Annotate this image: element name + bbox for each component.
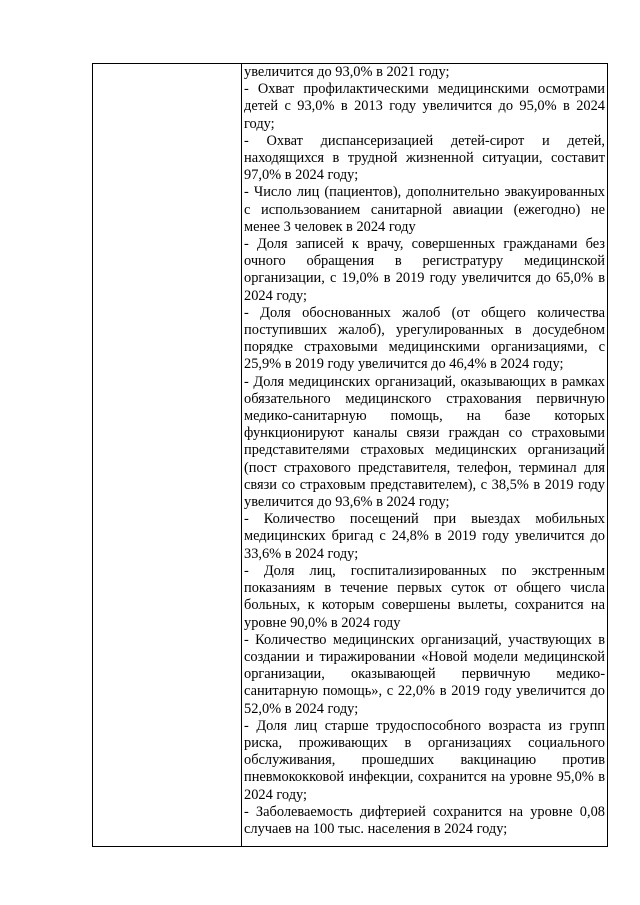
paragraph-orphans-dispensary: - Охват диспансеризацией детей-сирот и детей, находящихся в трудной жизненной ситуации, составит 97,0% в 2024 году; (244, 132, 605, 184)
paragraph-air-evacuation: - Число лиц (пациентов), дополнительно эвакуированных с использованием санитарной авиации (ежегодно) не менее 3 человек в 2024 году (244, 184, 605, 235)
table-left-column (93, 64, 242, 846)
paragraph-communication-channels: - Доля медицинских организаций, оказывающих в рамках обязательного медицинского страхования первичную медико-санитарную помощь, на базе которых функционируют каналы связи граждан со страховыми представителями страховых медицинских организаций (пост страхового представителя, телефон, терминал для связи со страховым представителем), с 38,5% в 2019 году увеличится до 93,6% в 2024 году; (244, 373, 605, 511)
paragraph-diphtheria: - Заболеваемость дифтерией сохранится на уровне 0,08 случаев на 100 тыс. населения в 2024 году; (244, 803, 605, 837)
paragraph-emergency-hospitalization: - Доля лиц, госпитализированных по экстренным показаниям в течение первых суток от общего числа больных, к которым совершены вылеты, сохранится на уровне 90,0% в 2024 году (244, 562, 605, 631)
table-right-column (242, 64, 607, 846)
paragraph-mobile-brigades: - Количество посещений при выездах мобильных медицинских бригад с 24,8% в 2019 году увеличится до 33,6% в 2024 году; (244, 511, 605, 562)
paragraph-new-model-organizations: - Количество медицинских организаций, участвующих в создании и тиражировании «Новой модели медицинской организации, оказывающей первичную медико-санитарную помощь», с 22,0% в 2019 году увеличится до 52,0% в 2024 году; (244, 631, 605, 717)
paragraph-pneumococcal-vaccination: - Доля лиц старше трудоспособного возраста из групп риска, проживающих в организациях социального обслуживания, прошедших вакцинацию против пневмококковой инфекции, сохранится на уровне 95,0% в 2024 году; (244, 717, 605, 803)
paragraph-children-checkups: - Охват профилактическими медицинскими осмотрами детей с 93,0% в 2013 году увеличится до 95,0% в 2024 году; (244, 81, 605, 132)
paragraph-continuation: увеличится до 93,0% в 2021 году; (244, 64, 450, 80)
paragraph-complaints: - Доля обоснованных жалоб (от общего количества поступивших жалоб), урегулированных в досудебном порядке страховыми медицинскими организациями, с 25,9% в 2019 году увеличится до 46,4% в 2024 году; (244, 304, 605, 373)
paragraph-doctor-appointments: - Доля записей к врачу, совершенных гражданами без очного обращения в регистратуру медицинской организации, с 19,0% в 2019 году увеличится до 65,0% в 2024 году; (244, 236, 605, 304)
document-table (92, 63, 608, 847)
